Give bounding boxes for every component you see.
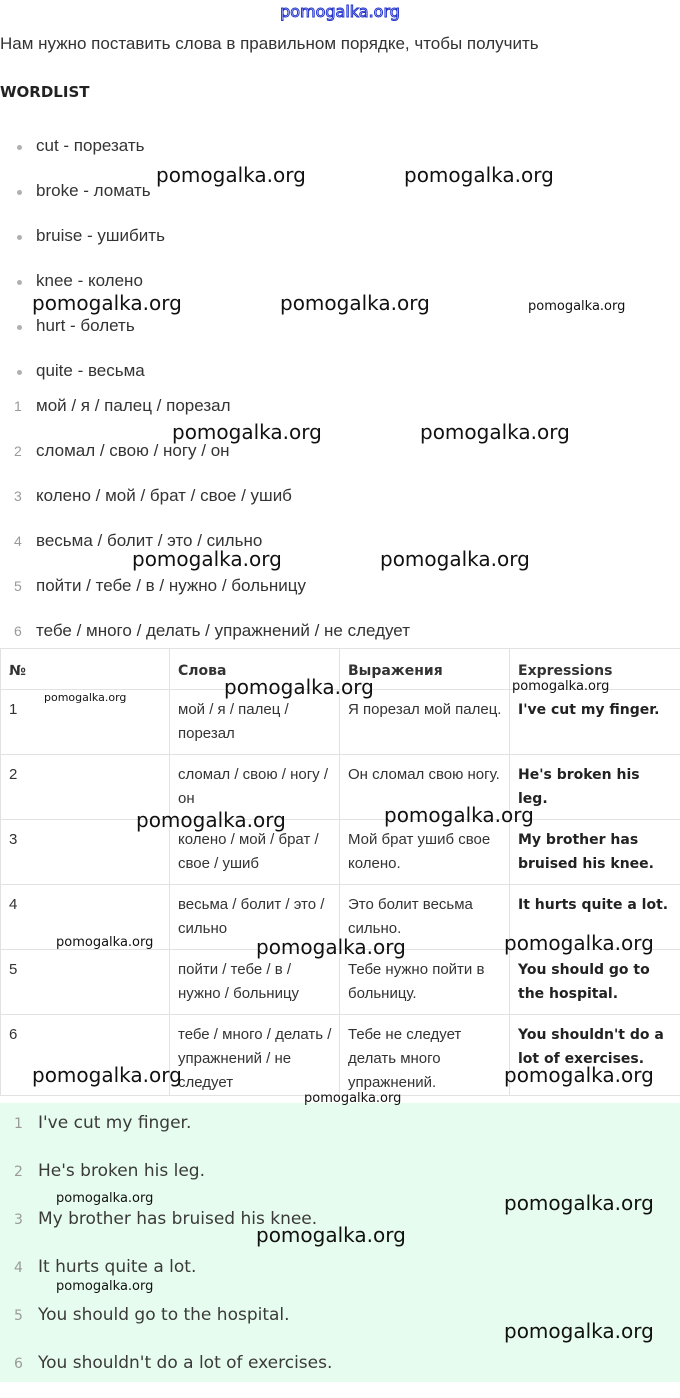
cell-num: 2 [1,755,170,820]
watermark: pomogalka.org [256,1223,406,1247]
answer-list [0,1110,332,1398]
wordlist-item [0,224,165,269]
wordlist-item-text: quite - весьма [36,361,145,380]
cell-en: He's broken his leg. [510,755,680,820]
watermark: pomogalka.org [56,1279,153,1295]
item-number: 2 [14,1159,23,1185]
watermark: pomogalka.org [280,291,430,315]
cell-words: колено / мой / брат / свое / ушиб [170,820,340,885]
item-number: 5 [14,1303,23,1329]
watermark: pomogalka.org [32,1063,182,1087]
cell-en: You should go to the hospital. [510,950,680,1015]
watermark: pomogalka.org [504,931,654,955]
wordlist-item-text: bruise - ушибить [36,226,165,245]
item-number: 6 [14,1351,23,1377]
item-number: 1 [14,1111,23,1137]
header-ru: Выражения [340,649,510,690]
answer-item [0,1110,332,1158]
header-num: № [1,649,170,690]
watermark: pomogalka.org [420,420,570,444]
cell-ru: Я порезал мой палец. [340,690,510,755]
bullet-icon [17,370,22,375]
item-number: 5 [14,574,22,598]
watermark: pomogalka.org [504,1063,654,1087]
answer-item [0,1254,332,1302]
item-number: 3 [14,484,22,508]
cell-en: I've cut my finger. [510,690,680,755]
watermark: pomogalka.org [156,163,306,187]
table-row [1,755,680,820]
watermark: pomogalka.org [136,808,286,832]
wordlist-item-text: broke - ломать [36,181,151,200]
answer-text: You shouldn't do a lot of exercises. [38,1353,332,1373]
answer-item [0,1158,332,1206]
cell-ru: Тебе нужно пойти в больницу. [340,950,510,1015]
watermark: pomogalka.org [56,1191,153,1207]
wordlist-item-text: hurt - болеть [36,316,135,335]
watermark: pomogalka.org [172,420,322,444]
watermark: pomogalka.org [304,1091,401,1107]
scrambled-item [0,574,410,619]
cell-ru: Тебе не следует делать много упражнений. [340,1015,510,1096]
item-number: 1 [14,394,22,418]
cell-words: пойти / тебе / в / нужно / больницу [170,950,340,1015]
cell-words: весьма / болит / это / сильно [170,885,340,950]
bullet-icon [17,280,22,285]
cell-ru: Он сломал свою ногу. [340,755,510,820]
cell-num: 5 [1,950,170,1015]
wordlist-item [0,179,165,224]
watermark: pomogalka.org [384,803,534,827]
answer-text: It hurts quite a lot. [38,1257,196,1277]
wordlist-item-text: cut - порезать [36,136,145,155]
cell-ru: Это болит весьма сильно. [340,885,510,950]
watermark: pomogalka.org [224,675,374,699]
answer-item [0,1302,332,1350]
header-en: Expressions [510,649,680,690]
cell-en: My brother has bruised his knee. [510,820,680,885]
answer-text: You should go to the hospital. [38,1305,290,1325]
scrambled-text: весьма / болит / это / сильно [36,531,262,550]
watermark: pomogalka.org [56,935,153,951]
wordlist [0,134,165,404]
scrambled-text: колено / мой / брат / свое / ушиб [36,486,292,505]
bullet-icon [17,235,22,240]
scrambled-item [0,484,410,529]
bullet-icon [17,190,22,195]
item-number: 3 [14,1207,23,1233]
item-number: 2 [14,439,22,463]
scrambled-text: сломал / свою / ногу / он [36,441,230,460]
watermark: pomogalka.org [504,1191,654,1215]
header-words: Слова [170,649,340,690]
item-number: 6 [14,619,22,643]
answer-text: My brother has bruised his knee. [38,1209,317,1229]
scrambled-item [0,439,410,484]
site-header-logo[interactable]: pomogalka.org [0,0,680,24]
watermark: pomogalka.org [132,547,282,571]
scrambled-text: мой / я / палец / порезал [36,396,231,415]
watermark: pomogalka.org [256,935,406,959]
item-number: 4 [14,529,22,553]
wordlist-item-text: knee - колено [36,271,143,290]
wordlist-item [0,314,165,359]
bullet-icon [17,145,22,150]
cell-ru: Мой брат ушиб свое колено. [340,820,510,885]
watermark: pomogalka.org [32,291,182,315]
item-number: 4 [14,1255,23,1281]
cell-words: мой / я / палец / порезал [170,690,340,755]
cell-num: 3 [1,820,170,885]
answer-item [0,1350,332,1398]
table-row [1,820,680,885]
table-row [1,950,680,1015]
cell-words: тебе / много / делать / упражнений / не следует [170,1015,340,1096]
watermark: pomogalka.org [512,679,609,695]
answers-table [0,648,680,1096]
intro-text: Нам нужно поставить слова в правильном порядке, чтобы получить [0,32,539,56]
cell-num: 4 [1,885,170,950]
cell-num: 1 [1,690,170,755]
watermark: pomogalka.org [528,299,625,315]
watermark: pomogalka.org [44,690,126,706]
cell-words: сломал / свою / ногу / он [170,755,340,820]
watermark: pomogalka.org [504,1319,654,1343]
cell-en: It hurts quite a lot. [510,885,680,950]
wordlist-item [0,134,165,179]
cell-num: 6 [1,1015,170,1096]
answer-text: I've cut my finger. [38,1113,191,1133]
bullet-icon [17,325,22,330]
watermark: pomogalka.org [380,547,530,571]
cell-en: You shouldn't do a lot of exercises. [510,1015,680,1096]
scrambled-text: пойти / тебе / в / нужно / больницу [36,576,306,595]
answer-text: He's broken his leg. [38,1161,205,1181]
scrambled-text: тебе / много / делать / упражнений / не следует [36,621,410,640]
watermark: pomogalka.org [404,163,554,187]
wordlist-heading: WORDLIST [0,80,89,104]
